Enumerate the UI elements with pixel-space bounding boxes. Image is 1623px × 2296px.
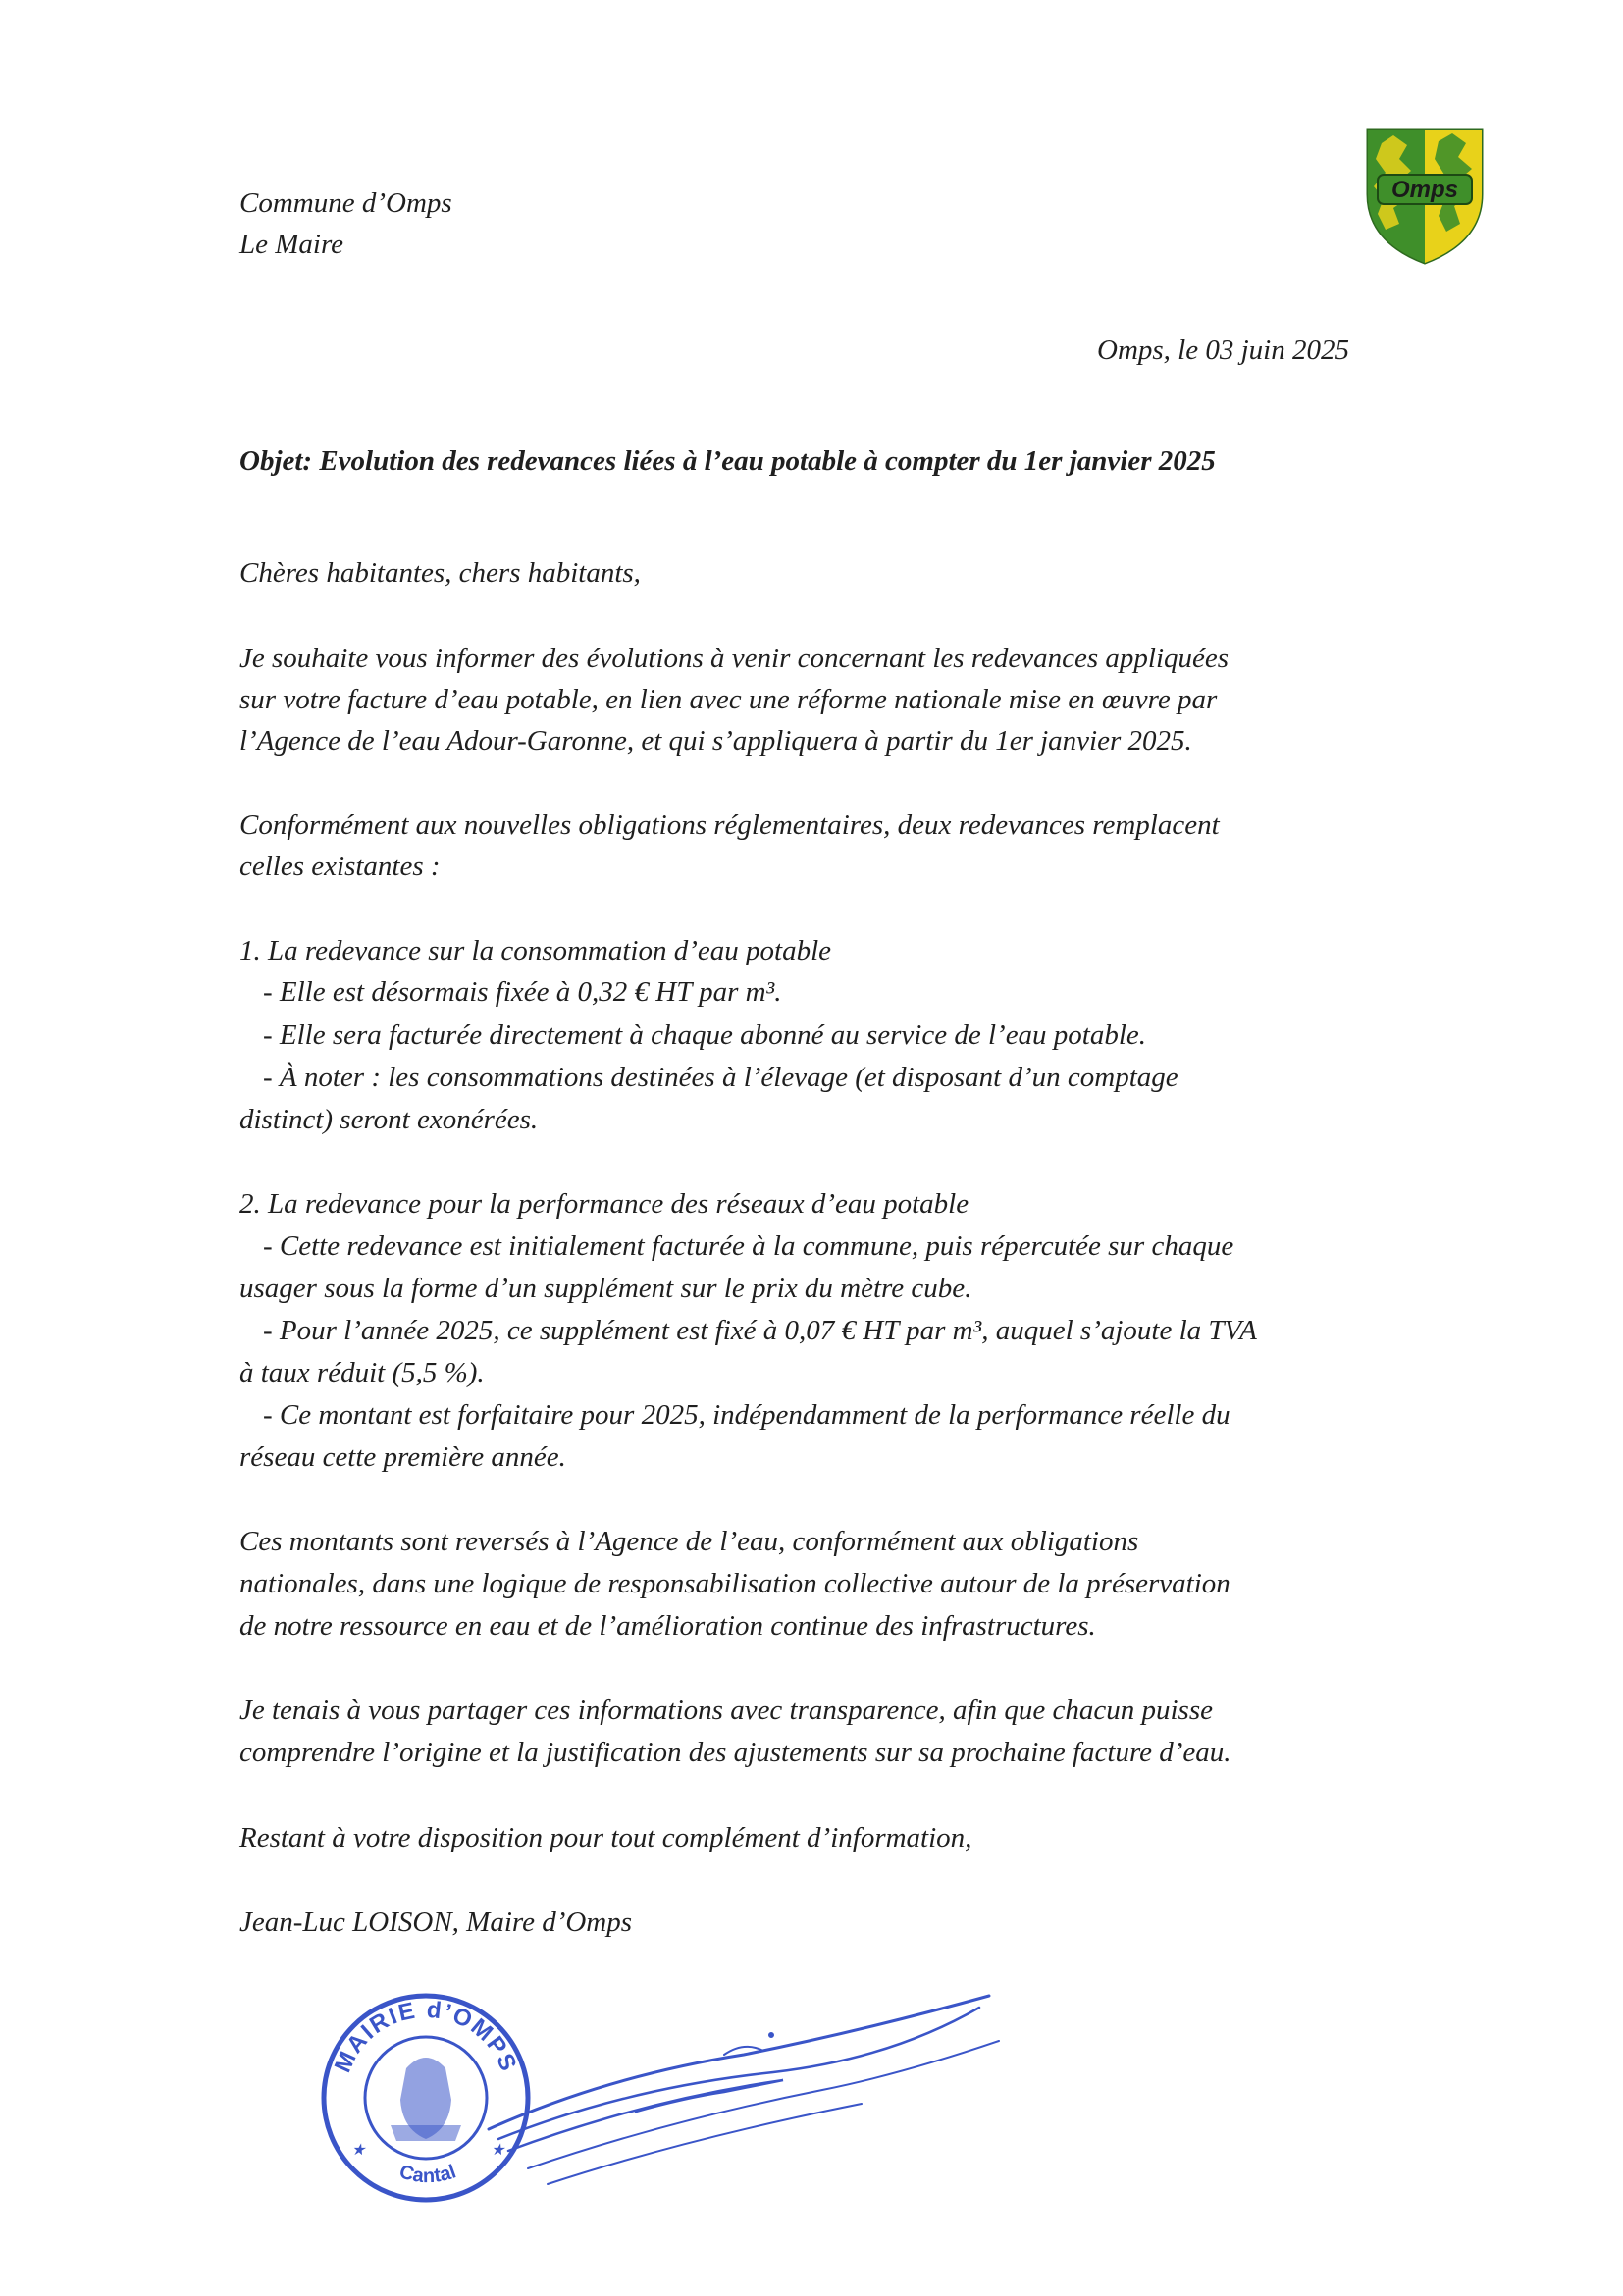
sender-title: Le Maire	[239, 229, 344, 260]
item2-line: usager sous la forme d’un supplément sur le prix du mètre cube.	[239, 1273, 972, 1304]
item1-line: distinct) seront exonérées.	[239, 1104, 539, 1135]
item2-line: à taux réduit (5,5 %).	[239, 1357, 485, 1388]
stamp-text-top: MAIRIE d’OMPS	[329, 1996, 523, 2077]
item1-line: - Elle est désormais fixée à 0,32 € HT par m³.	[263, 976, 782, 1008]
transparency-line: Je tenais à vous partager ces informations avec transparence, afin que chacun puisse	[239, 1695, 1213, 1726]
intro-line: Je souhaite vous informer des évolutions à venir concernant les redevances appliquées	[239, 643, 1230, 674]
letter-subject: Objet: Evolution des redevances liées à l’eau potable à compter du 1er janvier 2025	[239, 445, 1216, 477]
closing-line: Restant à votre disposition pour tout complément d’information,	[239, 1822, 972, 1853]
compliance-line: Conformément aux nouvelles obligations réglementaires, deux redevances remplacent	[239, 809, 1220, 841]
item2-line: - Ce montant est forfaitaire pour 2025, indépendamment de la performance réelle du	[263, 1399, 1230, 1431]
stamp-and-signature	[312, 1982, 1019, 2208]
letter-date: Omps, le 03 juin 2025	[1097, 335, 1349, 366]
item1-line: - À noter : les consommations destinées à l’élevage (et disposant d’un comptage	[263, 1062, 1178, 1093]
agency-line: Ces montants sont reversés à l’Agence de l’eau, conformément aux obligations	[239, 1526, 1139, 1557]
sender-commune: Commune d’Omps	[239, 187, 452, 219]
crest-text: Omps	[1390, 177, 1459, 203]
item2-line: - Cette redevance est initialement facturée à la commune, puis répercutée sur chaque	[263, 1230, 1234, 1262]
item2-line: - Pour l’année 2025, ce supplément est fixé à 0,07 € HT par m³, auquel s’ajoute la TVA	[263, 1315, 1257, 1346]
greeting: Chères habitantes, chers habitants,	[239, 557, 641, 589]
item2-title: 2. La redevance pour la performance des réseaux d’eau potable	[239, 1188, 969, 1220]
stamp-text-bottom: Cantal	[396, 2161, 459, 2188]
mayor-signature	[489, 1996, 999, 2184]
omps-crest-logo	[1364, 126, 1486, 267]
mairie-stamp	[324, 1996, 528, 2200]
intro-line: sur votre facture d’eau potable, en lien avec une réforme nationale mise en œuvre par	[239, 684, 1218, 715]
intro-line: l’Agence de l’eau Adour-Garonne, et qui s’appliquera à partir du 1er janvier 2025.	[239, 725, 1192, 757]
item1-title: 1. La redevance sur la consommation d’eau potable	[239, 935, 831, 966]
compliance-line: celles existantes :	[239, 851, 441, 882]
transparency-line: comprendre l’origine et la justification des ajustements sur sa prochaine facture d’eau.	[239, 1737, 1231, 1768]
item2-line: réseau cette première année.	[239, 1441, 566, 1473]
item1-line: - Elle sera facturée directement à chaque abonné au service de l’eau potable.	[263, 1019, 1147, 1051]
agency-line: nationales, dans une logique de responsabilisation collective autour de la préservation	[239, 1568, 1230, 1599]
svg-text:★: ★	[491, 2142, 505, 2159]
svg-text:Cantal	[397, 2161, 459, 2187]
signatory: Jean-Luc LOISON, Maire d’Omps	[239, 1906, 633, 1938]
svg-text:★: ★	[351, 2142, 366, 2159]
agency-line: de notre ressource en eau et de l’amélioration continue des infrastructures.	[239, 1610, 1096, 1642]
